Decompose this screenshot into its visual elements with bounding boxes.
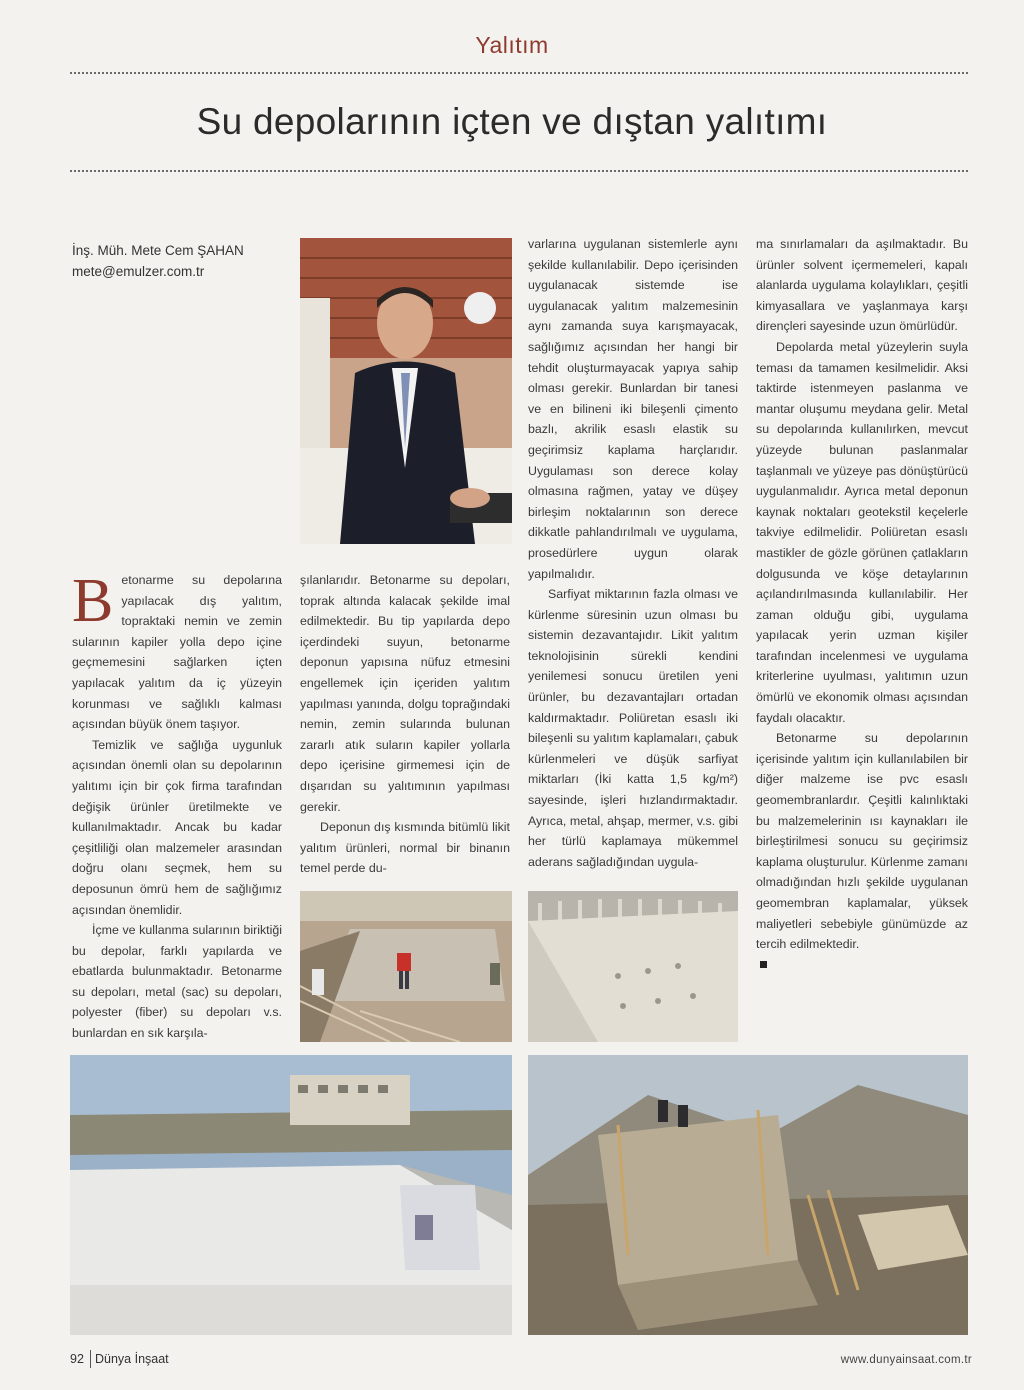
- rooftop-tank-photo: [70, 1055, 512, 1335]
- paragraph: ma sınırlamaları da aşılmaktadır. Bu ürünler solvent içermemeleri, kapalı alanlarda uygulama kolaylıkları, çeşitli kimyasallara ve yaşlanmaya karşı dirençleri sayesinde uzun ömürlüdür.: [756, 237, 968, 334]
- top-divider: [70, 72, 968, 74]
- paragraph: İçme ve kullanma sularının biriktiği bu depolar, farklı yapılarda ve ebatlarda bulunmaktadır. Betonarme su depoları, metal (sac) su depoları, polyester (fiber) su depoları v.s. bunlardan en sık karşıla-: [72, 923, 282, 1041]
- concrete-tank-walls-photo: [528, 891, 738, 1042]
- article-column-1: [72, 567, 282, 1044]
- title-divider: [70, 170, 968, 172]
- page-number: 92: [70, 1352, 84, 1366]
- article-column-2: [300, 570, 510, 879]
- paragraph: Deponun dış kısmında bitümlü likit yalıtım ürünleri, normal bir binanın temel perde du-: [300, 820, 510, 876]
- magazine-name: Dünya İnşaat: [95, 1352, 169, 1366]
- paragraph: etonarme su depolarına yapılacak dış yalıtım, topraktaki nemin ve zemin sularının kapiler yolla depo içine geçmemesini sağlarken içten yapılacak yalıtım da iç yüzeyin korunması ve sağlıklı kalması açısından büyük önem taşıyor.: [72, 573, 282, 732]
- dropcap-letter: B: [72, 567, 114, 635]
- footer-separator: [90, 1350, 91, 1368]
- construction-site-photo: [300, 891, 512, 1042]
- paragraph: Depolarda metal yüzeylerin suyla teması da tamamen kesilmelidir. Aksi taktirde istenmeyen paslanma ve mantar oluşumu meydana gelir. Metal su depolarında kullanılırken, mevcut yüzeyde bulunan paslanmalar taşlanmalı ve yüzeye pas dönüştürücü uygulanmalıdır. Ayrıca metal deponun kaynak noktaları geotekstil keçelerle takviye edilmelidir. Poliüretan esaslı mastikler de gözle görünen çatlakların dolgusunda ve köşe detaylarının açılandırılmasında kullanılabilir. Her zaman olduğu gibi, uygulama yapılacak yerin uzman kişiler tarafından incelenmesi ve uygulama kriterlerine uyulması, yalıtımın uzun ömürlü ve ekonomik olması açısından faydalı olacaktır.: [756, 339, 968, 725]
- end-of-article-mark: [760, 961, 767, 968]
- article-column-3: [528, 234, 738, 872]
- paragraph: Temizlik ve sağlığa uygunluk açısından önemli olan su depolarının yalıtımı için bir çok firma tarafından değişik ürünler üretilmekte ve kullanılmaktadır. Ancak bu kadar çeşitliliği olan malzemeler arasından doğru olanı seçmek, hem su deposunun ömrü hem de sağlığımız açısından önemlidir.: [72, 737, 282, 917]
- section-label: Yalıtım: [475, 32, 549, 58]
- author-portrait-photo: [300, 238, 512, 544]
- author-email[interactable]: mete@emulzer.com.tr: [72, 264, 205, 279]
- magazine-url[interactable]: www.dunyainsaat.com.tr: [840, 1354, 972, 1366]
- paragraph: Betonarme su depolarının içerisinde yalıtım için kullanılabilen bir diğer malzeme ise pvc esaslı geomembranlardır. Çeşitli kalınlıktaki bu malzemelerinin ısı kaynakları ile birleştirilmesi sonucu su geçirimsiz kaplama oluşturulur. Kürlenme zamanı olmadığından hızlı şekilde uygulanan geomembran kaplamalar, yüksek maliyetleri sebebiyle günümüzde az tercih edilmektedir.: [756, 731, 968, 952]
- author-block: [72, 240, 244, 282]
- paragraph: şılanlarıdır. Betonarme su depoları, toprak altında kalacak şekilde imal edilmektedir. Bu tip yapılarda depo içerdindeki suyun, betonarme deponun yapısına nüfuz etmesini engellemek için içeriden yalıtım yapılması yanında, dolgu toprağındaki nemin, zemin sularında bulunan zararlı atık suların kapiler yollarla depo içerisine girmemesi için de dışarıdan su yalıtımının yapılması gerekir.: [300, 573, 510, 814]
- paragraph: Sarfiyat miktarının fazla olması ve kürlenme süresinin uzun olması bu sistemin dezavantajıdır. Likit yalıtım teknolojisinin sürekli kendini yenilemesi sonucu üretilen yeni ürünler, bu dezavantajları ortadan kaldırmaktadır. Poliüretan esaslı iki bileşenli su yalıtım kaplamaları, çabuk kürlenmeleri ve düşük sarfiyat miktarları (İki katta 1,5 kg/m²) sayesinde, işleri hızlandırmaktadır. Ayrıca, metal, ahşap, mermer, v.s. gibi her türlü kaplamaya mükemmel aderans sağladığından uygula-: [528, 587, 738, 869]
- paragraph: varlarına uygulanan sistemlerle aynı şekilde kullanılabilir. Depo içerisinden uygulanacak sistemde ise uygulanacak yalıtım malzemesinin aynı zamanda suya karışmayacak, sağlığımız açısından her hangi bir tehdit oluşturmayacak yapıya sahip olması gerekir. Bunlardan bir tanesi ve en bilineni iki bileşenli çimento bazlı, akrilik esaslı elastik su geçirimsiz kaplama harçlarıdır. Uygulaması son derece kolay olmasına rağmen, yatay ve düşey birleşim noktalarının son derece dikkatle pahlandırılmalı ve uygulama, prosedürlere uygun olarak yapılmalıdır.: [528, 237, 738, 581]
- hillside-tank-construction-photo: [528, 1055, 968, 1335]
- article-column-4: [756, 234, 968, 975]
- article-title: Su depolarının içten ve dıştan yalıtımı: [196, 101, 828, 142]
- author-name: İnş. Müh. Mete Cem ŞAHAN: [72, 243, 244, 258]
